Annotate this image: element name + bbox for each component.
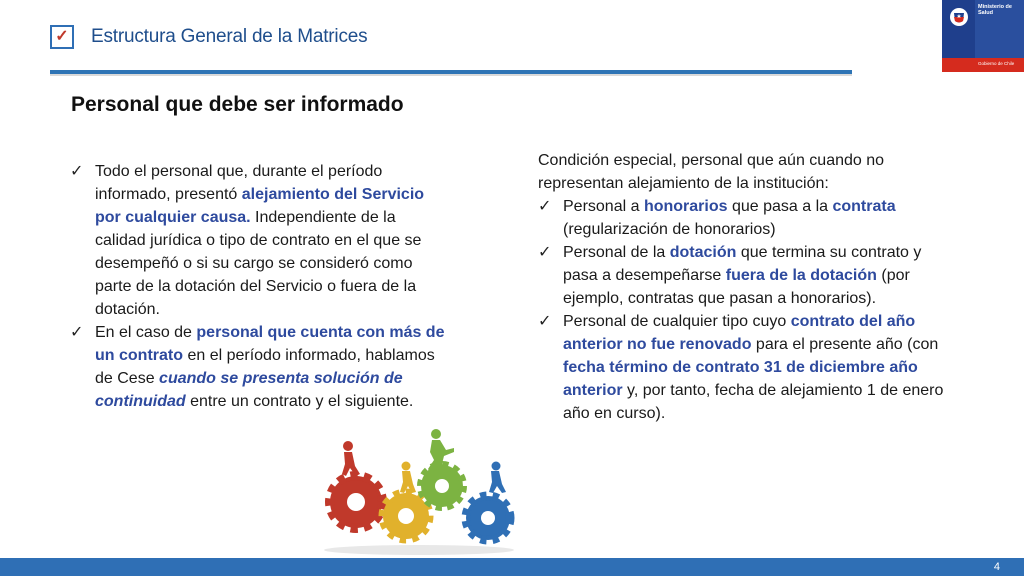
coat-of-arms-icon: [948, 6, 970, 28]
header-divider-shadow: [50, 74, 852, 76]
checkbox-check-icon: [50, 25, 74, 49]
page-number: 4: [993, 561, 1000, 573]
gears-teamwork-illustration: [318, 426, 520, 556]
footer-bar: [0, 558, 1024, 576]
ministry-logo: [942, 0, 1024, 72]
list-item: ✓ Personal de la dotación que termina su contrato y pasa a desempeñarse fuera de la dotación (por ejemplo, contratas que pasan a honorarios).: [538, 241, 958, 310]
intro-text: Condición especial, personal que aún cuando no representan alejamiento de la institución:: [538, 152, 885, 192]
page-title: Personal que debe ser informado: [71, 93, 404, 116]
list-item: ✓ En el caso de personal que cuenta con más de un contrato en el período informado, hablamos de Cese cuando se presenta solución de continuidad entre un contrato y el siguiente.: [70, 321, 450, 413]
checkmark-icon: ✓: [538, 198, 552, 215]
list-item: ✓ Personal a honorarios que pasa a la contrata (regularización de honorarios): [538, 195, 958, 241]
list-item: ✓ Personal de cualquier tipo cuyo contrato del año anterior no fue renovado para el presente año (con fecha término de contrato 31 de diciembre año anterior y, por tanto, fecha de alejamiento 1 de enero año en curso).: [538, 310, 958, 425]
left-column: [70, 160, 450, 413]
red-gear-icon: [330, 476, 382, 528]
checkmark-icon: ✓: [70, 163, 84, 180]
blue-figure-icon: [489, 462, 506, 494]
list-item: ✓ Todo el personal que, durante el período informado, presentó alejamiento del Servicio por cualquier causa. Independiente de la calidad jurídica o tipo de contrato en el que se desempeñó o si su cargo se consideró como parte de la dotación del Servicio o fuera de la dotación.: [70, 160, 450, 321]
green-figure-icon: [428, 429, 454, 472]
yellow-figure-icon: [400, 462, 416, 494]
right-column: [538, 149, 958, 425]
blue-gear-icon: [466, 496, 510, 540]
checkmark-icon: ✓: [70, 324, 84, 341]
checkmark-icon: ✓: [538, 244, 552, 261]
logo-ministry-text: Ministerio de Salud: [978, 4, 1012, 16]
logo-government-text: Gobierno de Chile: [978, 61, 1015, 66]
checkmark-icon: ✓: [538, 313, 552, 330]
header-title: Estructura General de la Matrices: [91, 26, 368, 47]
check-glyph: ✓: [55, 28, 69, 45]
yellow-gear-icon: [383, 493, 429, 539]
green-gear-icon: [421, 465, 463, 507]
red-figure-icon: [342, 441, 360, 476]
